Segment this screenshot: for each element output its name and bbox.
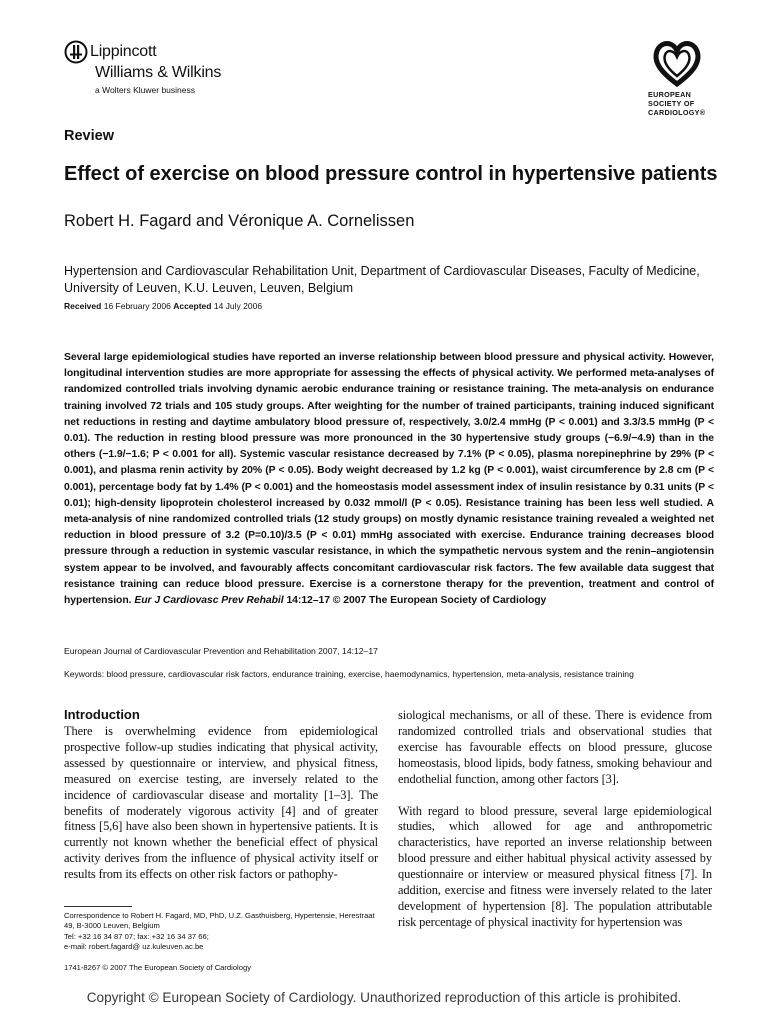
body-column-left (64, 724, 378, 883)
lww-logo-icon (64, 40, 88, 64)
body-paragraph: siological mechanisms, or all of these. There is evidence from randomized controlled trials and observational studies that exercise has favourable effects on blood pressure, glucose homeostasis, blood lipids, body fatness, smoking behaviour and endothelial function, among other factors [3]. (398, 708, 712, 786)
keywords-line: Keywords: blood pressure, cardiovascular risk factors, endurance training, exercise, haemodynamics, hypertension, meta-analysis, resistance training (64, 669, 634, 679)
accepted-date: 14 July 2006 (213, 301, 263, 311)
abstract-citation-journal: Eur J Cardiovasc Prev Rehabil (134, 595, 284, 607)
body-paragraph: There is overwhelming evidence from epidemiological prospective follow-up studies indicating that physical activity, assessed by questionnaire or interview, and physical fitness, measured on exercise testing, are inversely related to the incidence of cardiovascular disease and mortality [1–3]. The benefits of moderately vigorous activity [4] and of greater fitness [5,6] have also been shown in hypertensive patients. It is currently not known whether the beneficial effect of physical activity derives from the influence of physical activity itself or results from its effects on other risk factors or pathophy- (64, 724, 378, 882)
society-name (640, 90, 738, 117)
received-label: Received (64, 301, 102, 311)
society-name-line2: SOCIETY OF (648, 99, 695, 108)
publisher-name-line2: Williams & Wilkins (95, 64, 222, 81)
correspondence-note (64, 911, 384, 953)
abstract-text: Several large epidemiological studies have reported an inverse relationship between blood pressure and physical activity. However, longitudinal intervention studies are more appropriate for assessing the effects of physical activity. We performed meta-analyses of randomized controlled trials involving dynamic aerobic endurance training or resistance training. The meta-analysis on endurance training involved 72 trials and 105 study groups. After weighting for the number of trained participants, training induced significant net reductions in resting and daytime ambulatory blood pressure of, respectively, 3.0/2.4 mmHg (P < 0.001) and 3.3/3.5 mmHg (P < 0.01). The reduction in resting blood pressure was more pronounced in the 30 hypertensive study groups (−6.9/−4.9) than in the others (−1.9/−1.6; P < 0.001 for all). Systemic vascular resistance decreased by 7.1% (P < 0.05), plasma norepinephrine by 29% (P < 0.001), and plasma renin activity by 20% (P < 0.05). Body weight decreased by 1.2 kg (P < 0.001), waist circumference by 2.8 cm (P < 0.001), percentage body fat by 1.4% (P < 0.001) and the homeostasis model assessment index of insulin resistance by 0.31 units (P < 0.01); high-density lipoprotein cholesterol increased by 0.032 mmol/l (P < 0.05). Resistance training has been less well studied. A meta-analysis of nine randomized controlled trials (12 study groups) on mostly dynamic resistance training revealed a weighted net reduction in blood pressure of 3.2 (P=0.10)/3.5 (P < 0.01) mmHg associated with exercise. Endurance training decreases blood pressure through a reduction in systemic vascular resistance, in which the sympathetic nervous system and the renin–angiotensin system appear to be involved, and favourably affects concomitant cardiovascular risk factors. The few available data suggest that resistance training can reduce blood pressure. Exercise is a cornerstone therapy for the prevention, treatment and control of hypertension. (64, 352, 714, 607)
author-affiliation: Hypertension and Cardiovascular Rehabilitation Unit, Department of Cardiovascular Diseases, Faculty of Medicine, University of Leuven, K.U. Leuven, Leuven, Belgium (64, 264, 700, 295)
received-accepted-dates (64, 301, 262, 311)
abstract (64, 350, 714, 609)
society-name-line1: EUROPEAN (648, 90, 692, 99)
correspondence-email: e-mail: robert.fagard@ uz.kuleuven.ac.be (64, 942, 204, 952)
society-logo (640, 38, 730, 122)
society-name-line3: CARDIOLOGY® (648, 108, 706, 117)
article-title: Effect of exercise on blood pressure control in hypertensive patients (64, 163, 718, 185)
issn-copyright-line: 1741-8267 © 2007 The European Society of Cardiology (64, 963, 251, 972)
body-paragraph: With regard to blood pressure, several large epidemiological studies, which allowed for age and anthropometric characteristics, have reported an inverse relationship between blood pressure and either habitual physical activity assessed by questionnaire or interview or measured physical fitness [7]. In addition, exercise and fitness were inversely related to the later development of hypertension [8]. The population attributable risk percentage of physical inactivity for hypertension was (398, 803, 712, 929)
accepted-label: Accepted (173, 301, 212, 311)
abstract-citation-rest: 14:12–17 © 2007 The European Society of Cardiology (286, 595, 547, 607)
correspondence-line: Correspondence to Robert H. Fagard, MD, PhD, U.Z. Gasthuisberg, Hypertensie, Herestraat 49, B-3000 Leuven, Belgium (64, 911, 375, 931)
publisher-name-line1: Lippincott (90, 43, 157, 60)
body-column-right (398, 708, 712, 931)
publisher-tagline: a Wolters Kluwer business (95, 85, 195, 95)
publisher-logo (64, 40, 254, 100)
received-date: 16 February 2006 (103, 301, 171, 311)
heart-emblem-icon (651, 38, 703, 88)
article-authors: Robert H. Fagard and Véronique A. Cornelissen (64, 212, 415, 230)
reproduction-copyright-notice: Copyright © European Society of Cardiology. Unauthorized reproduction of this article is prohibited. (86, 990, 682, 1005)
introduction-heading: Introduction (64, 707, 140, 722)
correspondence-phone: Tel: +32 16 34 87 07; fax: +32 16 34 37 66; (64, 931, 209, 941)
journal-citation-line: European Journal of Cardiovascular Prevention and Rehabilitation 2007, 14:12–17 (64, 646, 378, 656)
section-label: Review (64, 128, 114, 144)
footnote-divider (64, 906, 132, 907)
